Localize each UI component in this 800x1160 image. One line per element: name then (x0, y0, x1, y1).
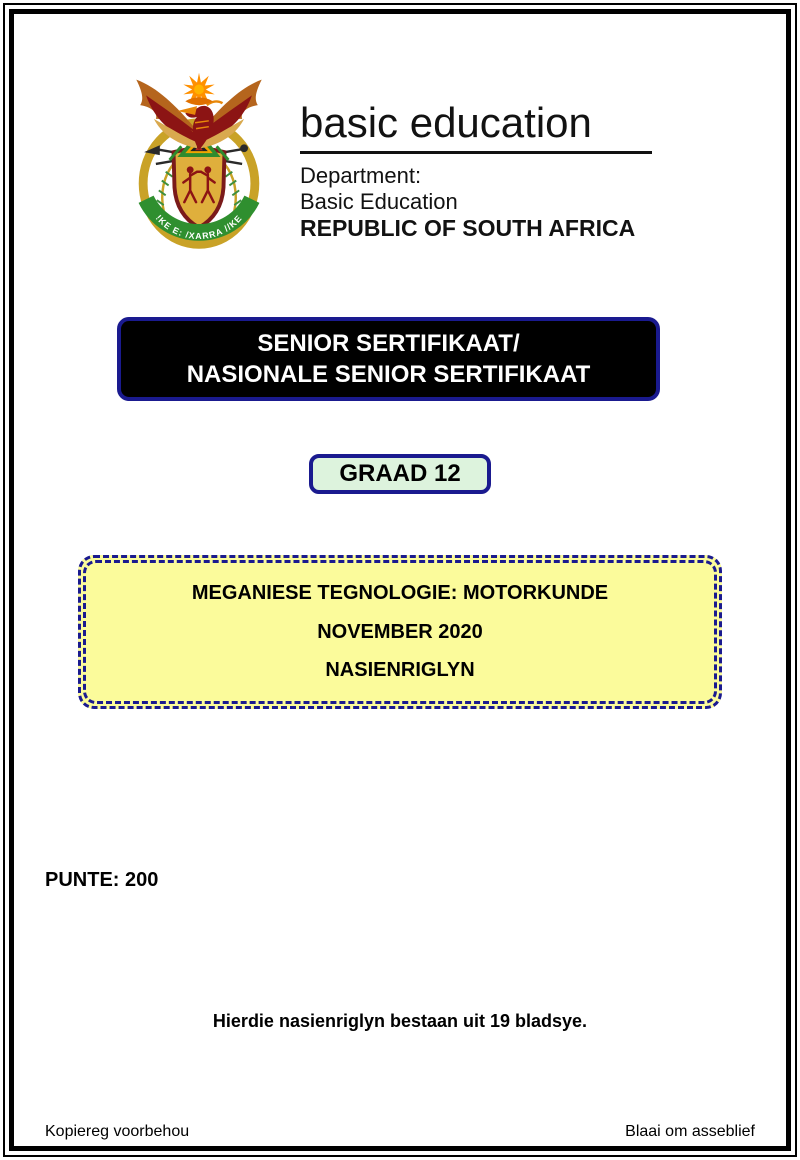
grade-badge (309, 454, 491, 494)
coat-of-arms-logo (118, 62, 280, 258)
certificate-banner-line2: NASIONALE SENIOR SERTIFIKAAT (186, 361, 591, 388)
wordmark-rule (300, 151, 652, 154)
department-header (300, 100, 656, 241)
country-name: REPUBLIC OF SOUTH AFRICA (300, 215, 636, 242)
sun-icon (183, 73, 214, 106)
wordmark: basic education (300, 99, 592, 146)
exam-subject: MEGANIESE TEGNOLOGIE: MOTORKUNDE (191, 582, 609, 605)
department-label: Department: (300, 163, 422, 189)
certificate-banner (117, 317, 660, 401)
emblem-motto-text: !KE E: /XARRA //KE (153, 212, 245, 242)
exam-subject-box (78, 555, 722, 709)
department-name: Basic Education (300, 189, 458, 215)
grade-label: GRAAD 12 (339, 460, 461, 487)
copyright-note: Kopiereg voorbehou (45, 1123, 190, 1140)
exam-session: NOVEMBER 2020 (317, 620, 483, 643)
marks-line: PUNTE: 200 (45, 869, 159, 891)
turn-over-note: Blaai om asseblief (625, 1123, 755, 1140)
page-count-note: Hierdie nasienriglyn bestaan uit 19 bladsye. (212, 1011, 588, 1031)
exam-doc-type: NASIENRIGLYN (325, 658, 475, 681)
certificate-banner-line1: SENIOR SERTIFIKAAT/ (257, 330, 520, 357)
shield-icon (174, 149, 225, 228)
